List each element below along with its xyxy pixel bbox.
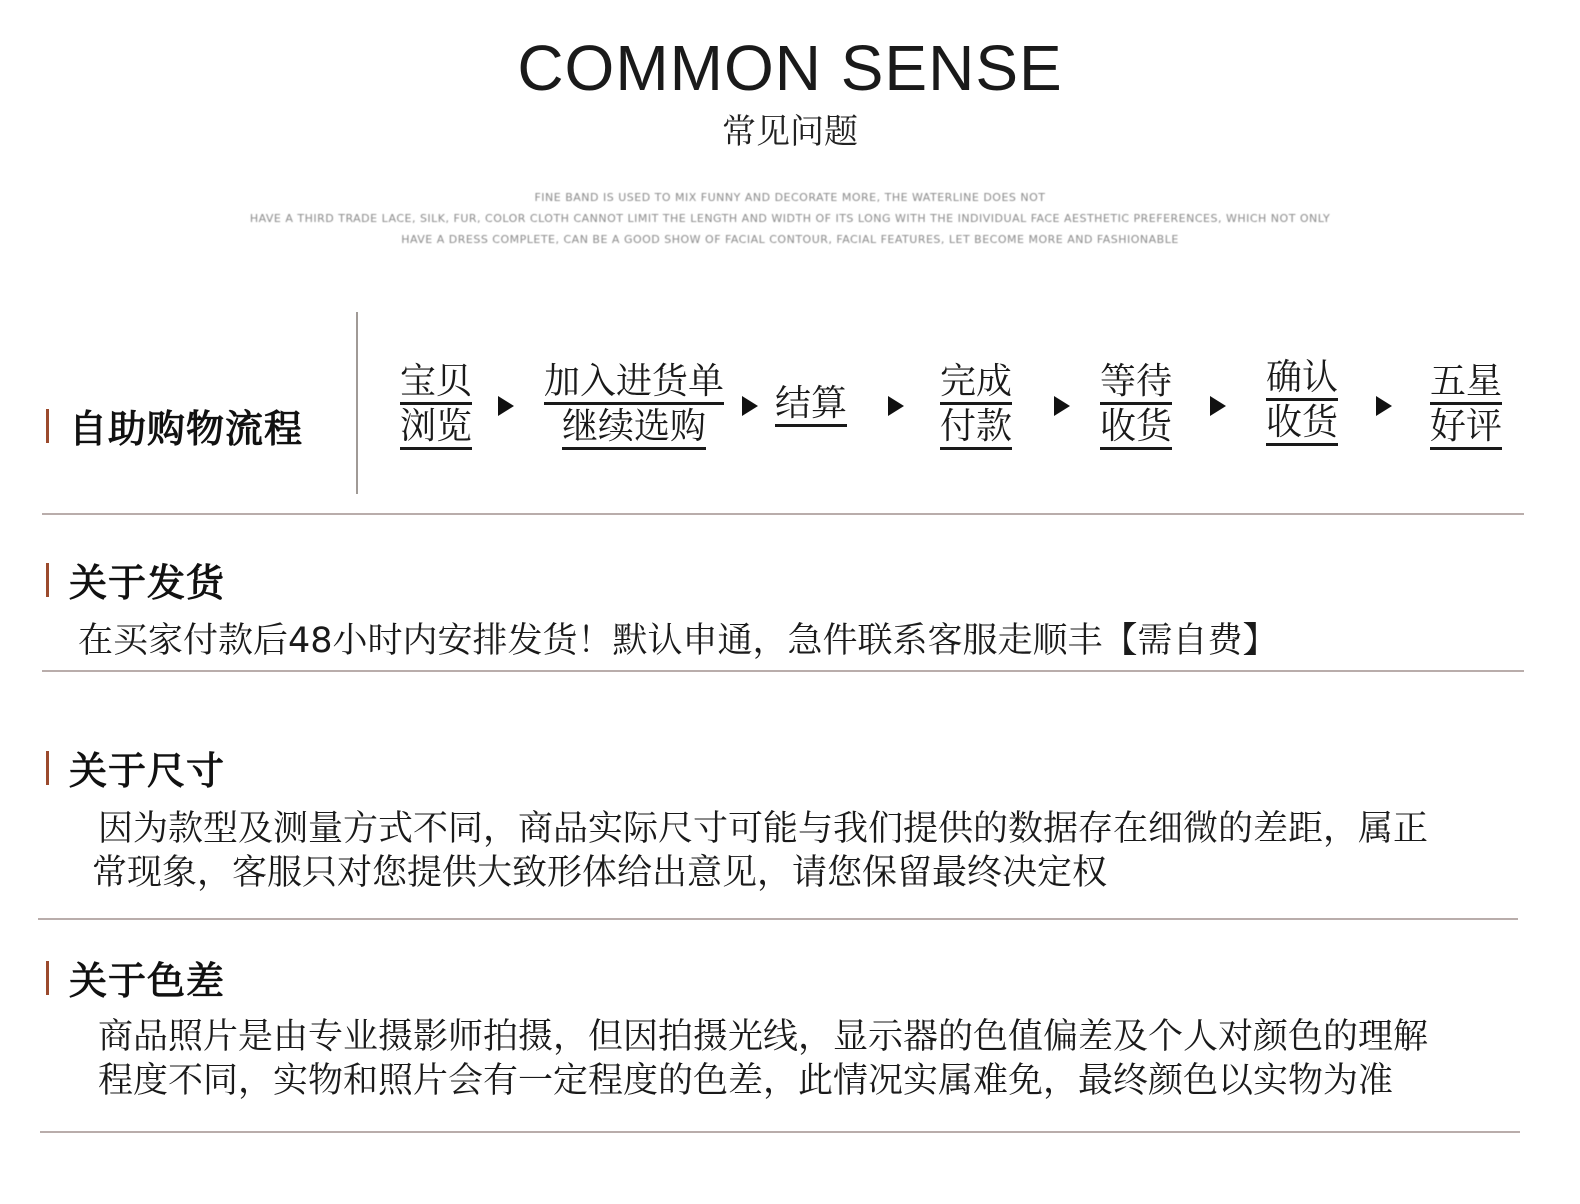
fine-print-line: FINE BAND IS USED TO MIX FUNNY AND DECORATE MORE, THE WATERLINE DOES NOT bbox=[534, 191, 1046, 204]
section-divider bbox=[42, 513, 1524, 515]
section-divider bbox=[38, 918, 1518, 920]
color-text-line-1: 商品照片是由专业摄影师拍摄，但因拍摄光线，显示器的色值偏差及个人对颜色的理解 bbox=[98, 1017, 1429, 1057]
section-divider bbox=[42, 670, 1524, 672]
size-title: 关于尺寸 bbox=[69, 749, 226, 793]
flow-step-pay[interactable] bbox=[936, 360, 1016, 450]
shopping-flow-title: 自助购物流程 bbox=[69, 407, 304, 451]
shopping-flow-section bbox=[42, 312, 1524, 494]
flow-step-line: 等待 bbox=[1100, 362, 1172, 405]
color-text-line-2: 程度不同，实物和照片会有一定程度的色差，此情况实属难免，最终颜色以实物为准 bbox=[98, 1061, 1394, 1101]
arrow-right-icon bbox=[742, 396, 758, 416]
shopping-flow-heading bbox=[46, 398, 303, 453]
flow-step-line: 收货 bbox=[1266, 403, 1338, 446]
fine-print-line: HAVE A DRESS COMPLETE, CAN BE A GOOD SHOW OF FACIAL CONTOUR, FACIAL FEATURES, LET BECOME MORE AND FASHIONABLE bbox=[401, 233, 1179, 246]
section-divider bbox=[40, 1131, 1520, 1133]
flow-step-line: 浏览 bbox=[400, 407, 472, 450]
arrow-right-icon bbox=[888, 396, 904, 416]
page-title-cn: 常见问题 bbox=[722, 112, 858, 152]
accent-bar bbox=[46, 751, 49, 785]
accent-bar bbox=[46, 961, 49, 995]
fine-print-line: HAVE A THIRD TRADE LACE, SILK, FUR, COLOR CLOTH CANNOT LIMIT THE LENGTH AND WIDTH OF ITS LONG WITH THE INDIVIDUAL FACE AESTHETIC PREFERENCES, WHICH NOT ONLY bbox=[249, 212, 1331, 225]
flow-step-line: 继续选购 bbox=[562, 407, 706, 450]
page-title-en: COMMON SENSE bbox=[517, 32, 1063, 104]
shipping-title: 关于发货 bbox=[69, 561, 226, 605]
flow-step-line: 结算 bbox=[775, 384, 847, 427]
flow-step-line: 加入进货单 bbox=[544, 362, 724, 405]
color-difference-title: 关于色差 bbox=[69, 959, 226, 1003]
page-header bbox=[0, 28, 1580, 154]
arrow-right-icon bbox=[498, 396, 514, 416]
flow-step-line: 完成 bbox=[940, 362, 1012, 405]
arrow-right-icon bbox=[1376, 396, 1392, 416]
color-difference-heading bbox=[46, 950, 225, 1005]
flow-step-confirm-receipt[interactable] bbox=[1262, 356, 1342, 446]
flow-step-line: 宝贝 bbox=[400, 362, 472, 405]
flow-step-line: 收货 bbox=[1100, 407, 1172, 450]
shipping-heading bbox=[46, 552, 225, 607]
accent-bar bbox=[46, 409, 49, 443]
flow-step-five-star-review[interactable] bbox=[1426, 360, 1506, 450]
size-text-line-2: 常现象，客服只对您提供大致形体给出意见，请您保留最终决定权 bbox=[92, 853, 1108, 893]
arrow-right-icon bbox=[1054, 396, 1070, 416]
flow-step-await-delivery[interactable] bbox=[1096, 360, 1176, 450]
size-text-line-1: 因为款型及测量方式不同，商品实际尺寸可能与我们提供的数据存在细微的差距，属正 bbox=[98, 809, 1429, 849]
flow-step-line: 五星 bbox=[1430, 362, 1502, 405]
flow-step-line: 确认 bbox=[1266, 358, 1338, 401]
size-heading bbox=[46, 740, 225, 795]
vertical-divider bbox=[356, 312, 358, 494]
flow-step-line: 付款 bbox=[940, 407, 1012, 450]
flow-step-browse[interactable] bbox=[394, 360, 478, 450]
shipping-text: 在买家付款后48小时内安排发货！默认申通，急件联系客服走顺丰【需自费】 bbox=[78, 621, 1278, 661]
flow-step-checkout[interactable] bbox=[772, 382, 850, 427]
arrow-right-icon bbox=[1210, 396, 1226, 416]
decorative-fine-print bbox=[0, 187, 1580, 250]
flow-step-add-to-cart[interactable] bbox=[542, 360, 726, 450]
accent-bar bbox=[46, 563, 49, 597]
flow-step-line: 好评 bbox=[1430, 407, 1502, 450]
